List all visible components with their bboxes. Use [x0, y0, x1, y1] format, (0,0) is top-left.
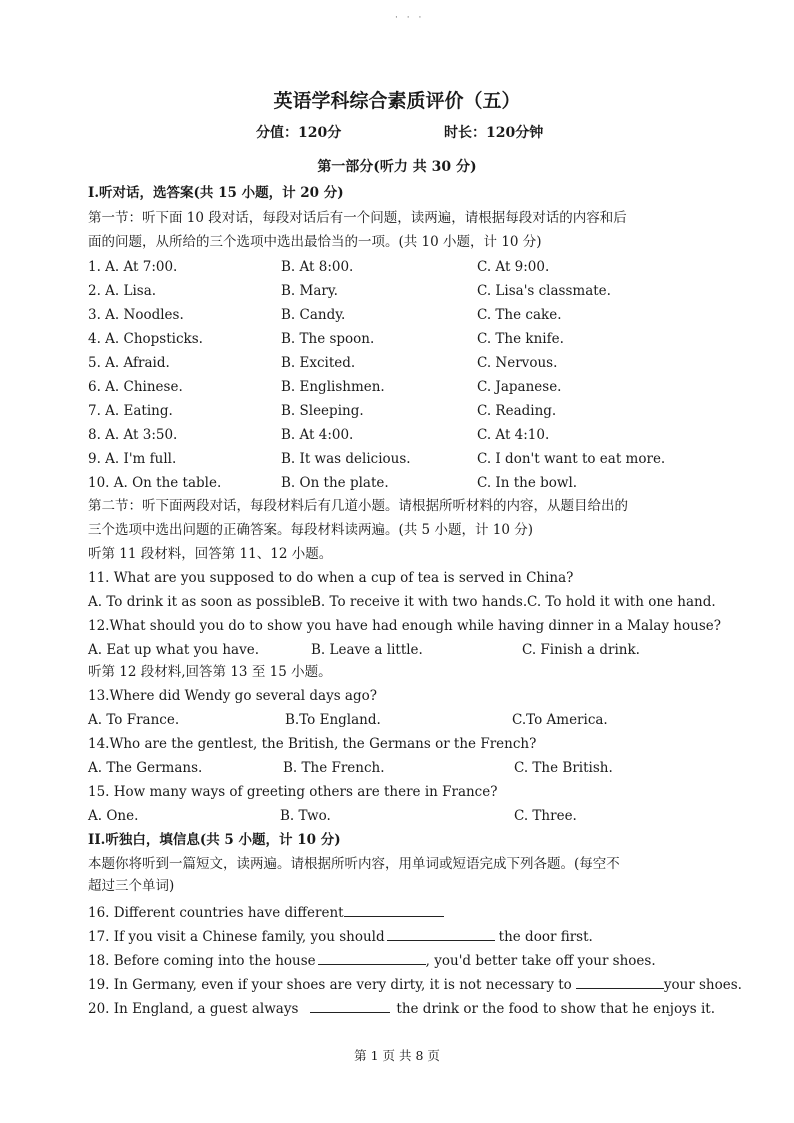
q6-option-a: 6. A. Chinese.	[88, 379, 183, 395]
q12-option-c: C. Finish a drink.	[522, 642, 640, 658]
q2-option-a: 2. A. Lisa.	[88, 283, 157, 299]
q10-option-c: C. In the bowl.	[477, 475, 578, 491]
question-11: 11. What are you supposed to do when a cup of tea is served in China?	[88, 570, 574, 586]
exam-title: 英语学科综合素质评价（五）	[273, 90, 521, 112]
q7-option-a: 7. A. Eating.	[88, 403, 173, 419]
question-19	[88, 974, 742, 995]
q16-text: 16. Different countries have different	[88, 905, 344, 921]
q18-blank[interactable]	[318, 950, 426, 965]
q3-option-b: B. Candy.	[281, 307, 346, 323]
q20-blank[interactable]	[310, 998, 390, 1013]
question-12: 12.What should you do to show you have had enough while having dinner in a Malay house?	[88, 618, 721, 634]
q11-option-b: B. To receive it with two hands.	[311, 594, 528, 610]
section1-intro-line2: 面的问题，从所给的三个选项中选出最恰当的一项。(共 10 小题，计 10 分)	[88, 234, 542, 250]
q8-option-c: C. At 4:10.	[477, 427, 550, 443]
question-17	[88, 926, 593, 947]
question-14: 14.Who are the gentlest, the British, the Germans or the French?	[88, 736, 537, 752]
q11-option-a: A. To drink it as soon as possible.	[88, 594, 317, 610]
q5-option-c: C. Nervous.	[477, 355, 558, 371]
q17-text-start: 17. If you visit a Chinese family, you should	[88, 929, 385, 945]
section2-heading: II.听独白，填信息(共 5 小题，计 10 分)	[88, 832, 341, 848]
section1-heading: I.听对话，选答案(共 15 小题，计 20 分)	[88, 185, 344, 201]
header-mark: · · ·	[395, 13, 425, 23]
q11-option-c: C. To hold it with one hand.	[527, 594, 716, 610]
duration-label: 时长：120分钟	[444, 125, 544, 141]
q4-option-b: B. The spoon.	[281, 331, 375, 347]
q9-option-b: B. It was delicious.	[281, 451, 411, 467]
q9-option-c: C. I don't want to eat more.	[477, 451, 666, 467]
q1-option-a: 1. A. At 7:00.	[88, 259, 178, 275]
q19-text-start: 19. In Germany, even if your shoes are very dirty, it is not necessary to	[88, 977, 572, 993]
section1-part2-intro-line2: 三个选项中选出问题的正确答案。每段材料读两遍。(共 5 小题，计 10 分)	[88, 522, 533, 538]
q14-option-a: A. The Germans.	[88, 760, 203, 776]
q17-blank[interactable]	[387, 926, 495, 941]
question-16	[88, 902, 444, 923]
section1-intro-line1: 第一节：听下面 10 段对话，每段对话后有一个问题，读两遍，请根据每段对话的内容和后	[88, 210, 627, 226]
q13-option-b: B.To England.	[285, 712, 381, 728]
question-20	[88, 998, 715, 1019]
q4-option-c: C. The knife.	[477, 331, 564, 347]
q18-text-start: 18. Before coming into the house	[88, 953, 316, 969]
q12-option-a: A. Eat up what you have.	[88, 642, 259, 658]
q18-text-end: , you'd better take off your shoes.	[425, 953, 656, 969]
q19-text-end: your shoes.	[663, 977, 742, 993]
q9-option-a: 9. A. I'm full.	[88, 451, 177, 467]
section2-intro-line1: 本题你将听到一篇短文，读两遍。请根据所听内容，用单词或短语完成下列各题。(每空不	[88, 856, 620, 872]
score-label: 分值：120分	[256, 125, 342, 141]
q2-option-b: B. Mary.	[281, 283, 338, 299]
q2-option-c: C. Lisa's classmate.	[477, 283, 611, 299]
q3-option-c: C. The cake.	[477, 307, 562, 323]
q12-option-b: B. Leave a little.	[311, 642, 423, 658]
q8-option-a: 8. A. At 3:50.	[88, 427, 178, 443]
q6-option-c: C. Japanese.	[477, 379, 562, 395]
q13-option-c: C.To America.	[512, 712, 608, 728]
q5-option-a: 5. A. Afraid.	[88, 355, 170, 371]
q17-text-end: the door first.	[498, 929, 593, 945]
question-15: 15. How many ways of greeting others are there in France?	[88, 784, 498, 800]
q14-option-b: B. The French.	[283, 760, 385, 776]
material-12-note: 听第 12 段材料,回答第 13 至 15 小题。	[88, 664, 332, 680]
q4-option-a: 4. A. Chopsticks.	[88, 331, 203, 347]
q14-option-c: C. The British.	[514, 760, 613, 776]
q15-option-a: A. One.	[88, 808, 139, 824]
q8-option-b: B. At 4:00.	[281, 427, 354, 443]
material-11-note: 听第 11 段材料，回答第 11、12 小题。	[88, 546, 333, 562]
q20-text-end: the drink or the food to show that he enjoys it.	[396, 1001, 716, 1017]
part-heading: 第一部分(听力 共 30 分)	[317, 159, 477, 175]
q1-option-c: C. At 9:00.	[477, 259, 550, 275]
page-footer: 第 1 页 共 8 页	[354, 1048, 440, 1063]
q1-option-b: B. At 8:00.	[281, 259, 354, 275]
q15-option-c: C. Three.	[514, 808, 577, 824]
q10-option-a: 10. A. On the table.	[88, 475, 222, 491]
question-13: 13.Where did Wendy go several days ago?	[88, 688, 377, 704]
q10-option-b: B. On the plate.	[281, 475, 389, 491]
q7-option-b: B. Sleeping.	[281, 403, 364, 419]
q5-option-b: B. Excited.	[281, 355, 356, 371]
question-18	[88, 950, 656, 971]
q16-blank[interactable]	[344, 902, 444, 917]
q15-option-b: B. Two.	[280, 808, 331, 824]
q6-option-b: B. Englishmen.	[281, 379, 385, 395]
q7-option-c: C. Reading.	[477, 403, 557, 419]
section2-intro-line2: 超过三个单词)	[88, 878, 175, 894]
q13-option-a: A. To France.	[88, 712, 180, 728]
section1-part2-intro-line1: 第二节：听下面两段对话，每段材料后有几道小题。请根据所听材料的内容，从题目给出的	[88, 498, 628, 514]
q20-text-start: 20. In England, a guest always	[88, 1001, 299, 1017]
q19-blank[interactable]	[576, 974, 664, 989]
q3-option-a: 3. A. Noodles.	[88, 307, 184, 323]
